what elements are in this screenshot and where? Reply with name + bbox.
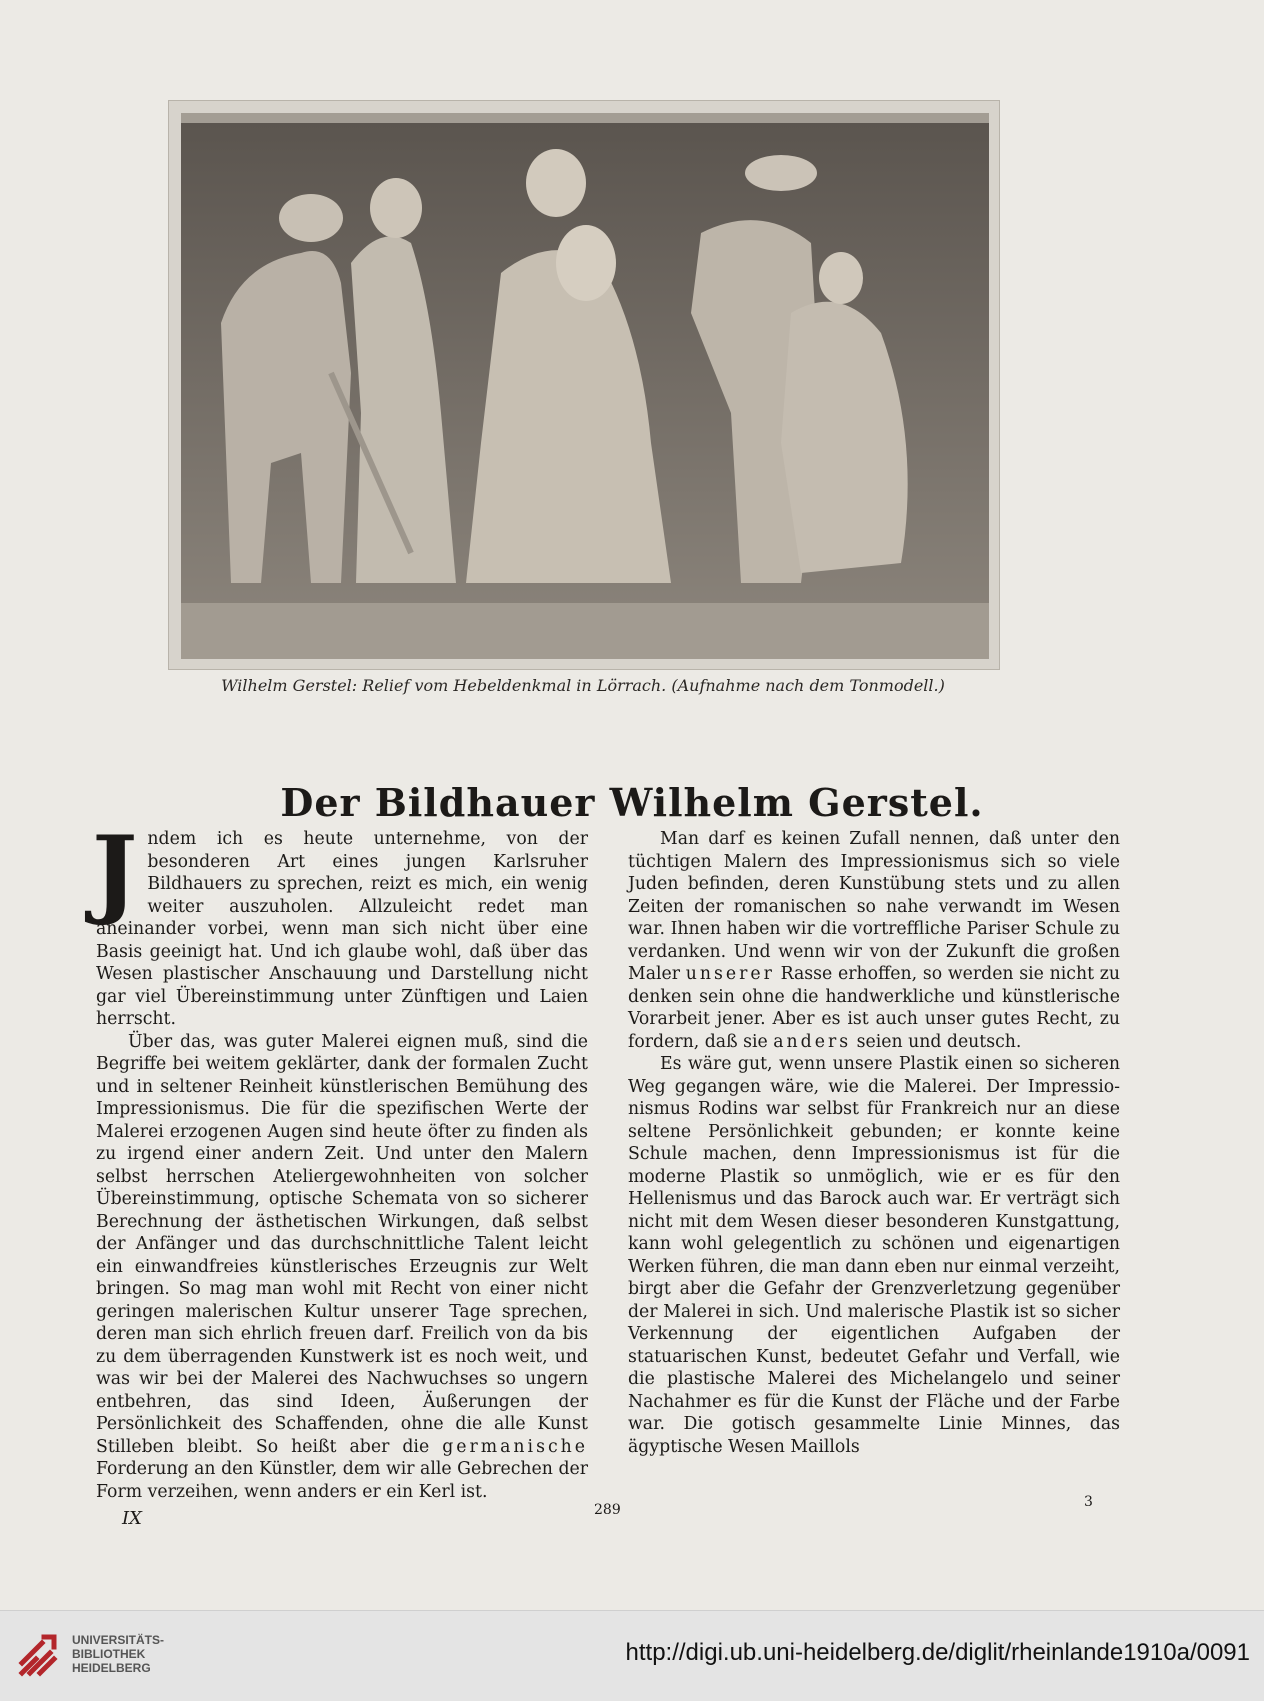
paragraph-2-text: Über das, was guter Malerei eignen muß, sind die Begriffe bei weitem geklärter, dank der formalen Zucht und in seltener Reinheit künstlerischen Bemühung des Impressionismus. Die für die spezifischen Werte der Malerei erzogenen Augen sind heute öfter zu finden als zu irgend einer andern Zeit. Und unter den Malern selbst herrschen Ateliergewohnheiten von solcher Übereinstimmung, optische Schemata von so sicherer Berechnung der ästhetischen Wirkungen, daß selbst der Anfänger und das durchschnittliche Talent leicht ein einwandfreies künstlerisches Erzeugnis zur Welt bringen. So mag man wohl mit Recht von einer nicht geringen malerischen Kultur unserer Tage sprechen, deren man sich ehrlich freuen darf. Freilich von da bis zu dem überragenden Kunstwerk ist es noch weit, und was wir bei der Malerei des Nachwuchses so ungern entbehren, das sind Ideen, Äußerungen der Persönlichkeit des Schaffenden, ohne die alle Kunst Stilleben bleibt. So heißt aber die [96, 1031, 588, 1457]
spaced-emphasis: germanische [442, 1436, 588, 1457]
paragraph-2-end: Forderung an den Künstler, dem wir alle Gebrechen der Form verzeihen, wenn anders er ein Kerl ist. [96, 1459, 588, 1502]
left-column [92, 815, 588, 1503]
page-number: 289 [594, 1502, 621, 1518]
paragraph-3 [628, 828, 1120, 1053]
paragraph-3-end: seien und deutsch. [851, 1031, 1022, 1052]
library-name-line-1: UNIVERSITÄTS- [72, 1633, 165, 1647]
paragraph-3-mid: Rasse erhoffen, so werden sie nicht zu denken sein ohne die handwerkliche und künstlerische Vorarbeit jener. Aber es ist auch unser gutes Recht, zu fordern, daß sie [628, 964, 1120, 1052]
dropcap-initial: J [92, 815, 138, 928]
paragraph-4 [628, 1053, 1120, 1458]
relief-illustration [181, 113, 989, 659]
paragraph-2 [96, 1031, 588, 1504]
article-title: Der Bildhauer Wilhelm Gerstel. [280, 780, 984, 825]
paragraph-3-start: Man darf es keinen Zufall nennen, daß unter den tüchtigen Malern des Impressionismus sich so viele Juden befinden, deren Kunstübung stets und zu allen Zeiten der romanischen so nahe verwandt im Wesen war. Ihnen haben wir die vortreffliche Pariser Schule zu verdanken. Und wenn wir von der Zukunft die großen Maler [628, 829, 1120, 984]
signature-mark: IX [122, 1508, 142, 1529]
library-footer-bar [0, 1610, 1264, 1701]
university-library-logo-icon[interactable] [14, 1629, 64, 1681]
relief-photograph-image [181, 113, 989, 659]
paragraph-4-text: Es wäre gut, wenn unsere Plastik einen so sicheren Weg gegangen wäre, wie die Malerei. Der Impressionismus Rodins war selbst für Frankreich nur an diese seltene Persönlichkeit gebunden; er konnte keine Schule machen, denn Impressionismus ist für die moderne Plastik so unmöglich, wie er es für den Hellenismus und das Barock auch war. Er verträgt sich nicht mit dem Wesen dieser besonderen Kunstgattung, kann wohl gelegentlich zu schönen und eigenartigen Werken führen, die man dann eben nur einmal verzeiht, birgt aber die Gefahr der Grenzverletzung gegenüber der Malerei in sich. Und malerische Plastik ist so sicher Verkennung der eigentlichen Aufgaben der statuarischen Kunst, bedeutet Gefahr und Verfall, wie die plastische Malerei des Michelangelo und seiner Nachahmer es für die Kunst der Fläche und der Farbe war. Die gotisch gesammelte Linie Minnes, das ägyptische Wesen Maillols [628, 1054, 1120, 1457]
library-name [72, 1633, 164, 1675]
library-name-line-2: BIBLIOTHEK [72, 1647, 146, 1661]
sheet-number: 3 [1084, 1494, 1093, 1510]
permalink-url[interactable]: http://digi.ub.uni-heidelberg.de/diglit/rheinlande1910a/0091 [625, 1639, 1250, 1666]
right-column [628, 828, 1120, 1458]
paragraph-1-text: ndem ich es heute unternehme, von der besonderen Art eines jungen Karlsruher Bildhauers zu sprechen, reizt es mich, ein wenig weiter auszuholen. Allzuleicht redet man aneinander vorbei, wenn man sich nicht über eine Basis geeinigt hat. Und ich glaube wohl, daß über das Wesen plastischer Anschauung und Darstellung nicht gar viel Übereinstimmung unter Zünftigen und Laien herrscht. [96, 829, 588, 1029]
paragraph-1 [92, 815, 588, 1031]
library-name-line-3: HEIDELBERG [72, 1661, 151, 1675]
photo-caption: Wilhelm Gerstel: Relief vom Hebeldenkmal in Lörrach. (Aufnahme nach dem Tonmodell.) [221, 676, 945, 695]
spaced-emphasis-unserer: unserer [685, 964, 775, 984]
relief-photograph [168, 100, 1000, 670]
spaced-emphasis-anders: anders [773, 1031, 852, 1052]
